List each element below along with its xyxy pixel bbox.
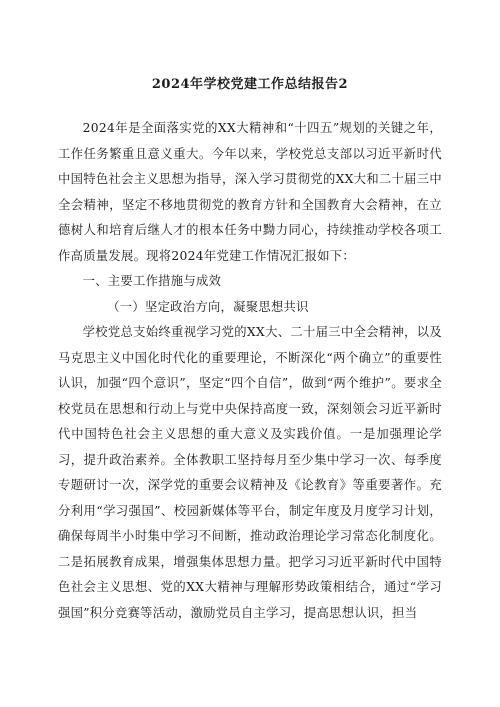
body-paragraph: 学校党总支始终重视学习党的XX大、二十届三中全会精神，以及马克思主义中国化时代化的重要理论，不断深化“两个确立”的重要性认识，加强“四个意识”，坚定“四个自信”，做到“两个维护”。要求全校党员在思想和行动上与党中央保持高度一致，深刻领会习近平新时代中国特色社会主义思想的重大意义及实践价值。一是加强理论学习，提升政治素养。全体教职工坚持每月至少集中学习一次、每季度专题研讨一次，深学党的重要会议精神及《论教育》等重要著作。充分利用“学习强国”、校园新媒体等平台，制定年度及月度学习计划，确保每周半小时集中学习不间断，推动政治理论学习常态化制度化。二是拓展教育成果，增强集体思想力量。把学习习近平新时代中国特色社会主义思想、党的XX大精神与理解形势政策相结合，通过“学习强国”积分竞赛等活动，激励党员自主学习，提高思想认识，担当 bbox=[58, 325, 442, 620]
subsection-heading: （一）坚定政治方向，凝聚思想共识 bbox=[107, 299, 309, 314]
section-heading: 一、主要工作措施与成效 bbox=[82, 274, 222, 288]
document-title: 2024年学校党建工作总结报告2 bbox=[151, 77, 349, 92]
intro-paragraph: 2024年是全面落实党的XX大精神和“十四五”规划的关键之年，工作任务繁重且意义重大。今年以来，学校党总支部以习近平新时代中国特色社会主义思想为指导，深入学习贯彻党的XX大和二十届三中全会精神，坚定不移地贯彻党的教育方针和全国教育大会精神，在立德树人和培育后继人才的根本任务中黝力同心，持续推动学校各项工作高质量发展。现将2024年党建工作情况汇报如下： bbox=[58, 121, 442, 263]
